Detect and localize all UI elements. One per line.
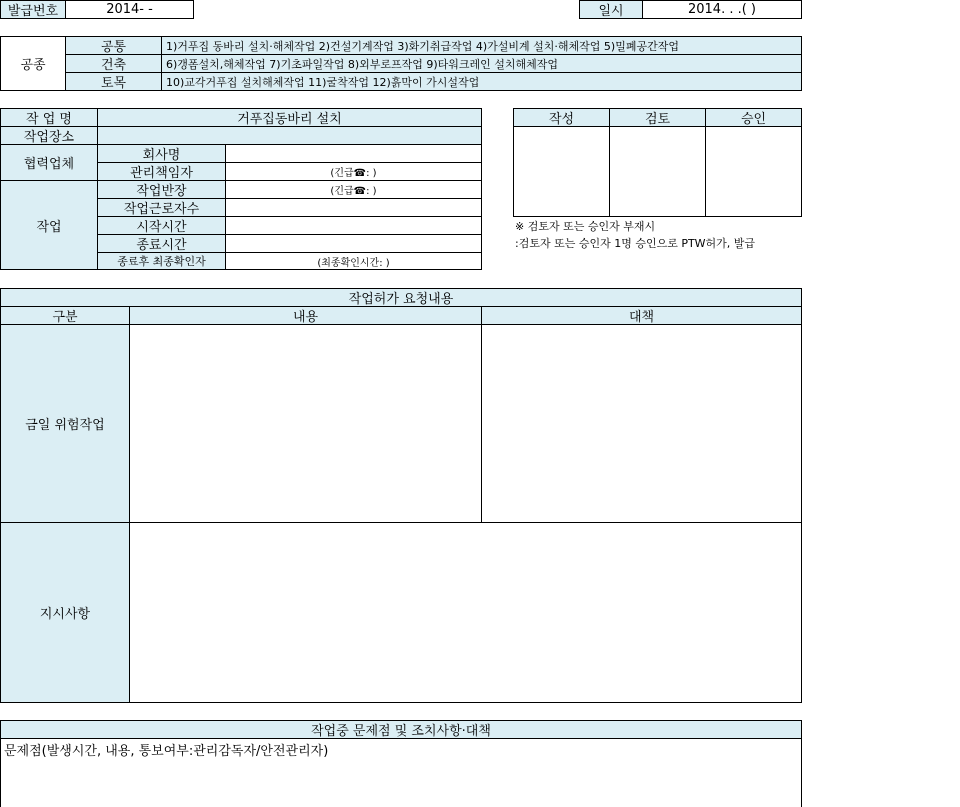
foreman-emergency-field[interactable]: (긴급☎: ): [225, 180, 482, 199]
workers-field[interactable]: [225, 198, 482, 217]
instructions-label: 지시사항: [0, 522, 130, 703]
trade-items-civil: 10)교각거푸집 설치해체작업 11)굴착작업 12)흙막이 가시설작업: [161, 72, 802, 91]
instructions-content[interactable]: [129, 522, 802, 703]
issues-title: 작업중 문제점 및 조치사항·대책: [0, 720, 802, 739]
company-field[interactable]: [225, 144, 482, 163]
company-label: 회사명: [97, 144, 226, 163]
manager-emergency-field[interactable]: (긴급☎: ): [225, 162, 482, 181]
trade-items-common: 1)거푸집 동바리 설치·해체작업 2)건설기계작업 3)화기취급작업 4)가설비계 설치·해체작업 5)밀폐공간작업: [161, 36, 802, 55]
approval-review-header: 검토: [609, 108, 706, 127]
final-check-time-field[interactable]: (최종확인시간: ): [225, 252, 482, 270]
danger-work-content[interactable]: [129, 324, 482, 523]
trade-items-building: 6)갱폼설치,해체작업 7)기초파일작업 8)외부로프작업 9)타워크레인 설치해체작업: [161, 54, 802, 73]
trade-category-civil: 토목: [65, 72, 162, 91]
date-field[interactable]: 2014. . .( ): [642, 0, 802, 19]
start-time-label: 시작시간: [97, 216, 226, 235]
start-time-field[interactable]: [225, 216, 482, 235]
request-col-type: 구분: [0, 306, 130, 325]
workers-label: 작업근로자수: [97, 198, 226, 217]
approval-note-2: :검토자 또는 승인자 1명 승인으로 PTW허가, 발급: [515, 236, 756, 250]
approval-approve-sign[interactable]: [705, 126, 802, 217]
work-label: 작업: [0, 180, 98, 270]
work-place-label: 작업장소: [0, 126, 98, 145]
foreman-label: 작업반장: [97, 180, 226, 199]
trade-category-building: 건축: [65, 54, 162, 73]
approval-note-1: ※ 검토자 또는 승인자 부재시: [515, 219, 656, 233]
issues-content[interactable]: [0, 738, 802, 807]
issues-prompt-text: 문제점(발생시간, 내용, 통보여부:관리감독자/안전관리자): [4, 744, 329, 759]
danger-work-measure[interactable]: [481, 324, 802, 523]
approval-author-sign[interactable]: [513, 126, 610, 217]
manager-label: 관리책임자: [97, 162, 226, 181]
work-name-label: 작 업 명: [0, 108, 98, 127]
approval-author-header: 작성: [513, 108, 610, 127]
issue-no-label: 발급번호: [0, 0, 66, 19]
request-col-content: 내용: [129, 306, 482, 325]
date-label: 일시: [579, 0, 643, 19]
end-time-field[interactable]: [225, 234, 482, 253]
issue-no-field[interactable]: 2014- -: [65, 0, 194, 19]
final-checker-label: 종료후 최종확인자: [97, 252, 226, 270]
trade-category-common: 공통: [65, 36, 162, 55]
work-name-value[interactable]: 거푸집동바리 설치: [97, 108, 482, 127]
trades-label: 공종: [0, 36, 66, 91]
approval-approve-header: 승인: [705, 108, 802, 127]
end-time-label: 종료시간: [97, 234, 226, 253]
request-col-measure: 대책: [481, 306, 802, 325]
danger-work-label: 금일 위험작업: [0, 324, 130, 523]
partner-label: 협력업체: [0, 144, 98, 181]
work-place-field[interactable]: [97, 126, 482, 145]
approval-review-sign[interactable]: [609, 126, 706, 217]
request-title: 작업허가 요청내용: [0, 288, 802, 307]
